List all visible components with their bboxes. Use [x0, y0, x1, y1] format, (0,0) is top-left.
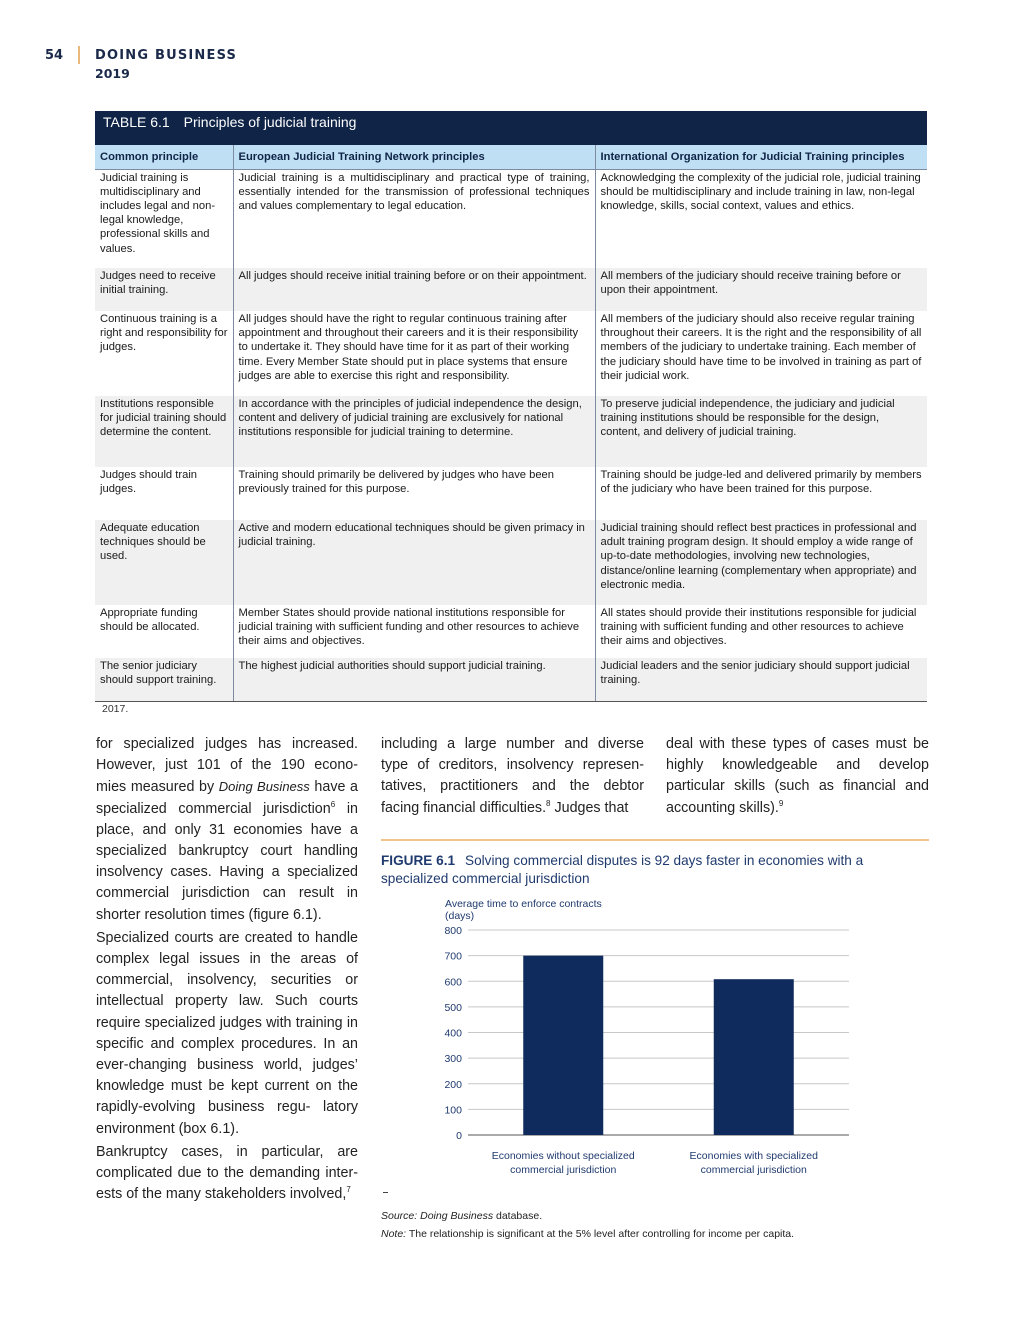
table-row: [95, 396, 927, 467]
x-category-label: Economies without specialized: [491, 1150, 635, 1162]
footnote-ref[interactable]: 6: [330, 799, 336, 809]
table-cell: Continuous training is a right and responsibility for judges.: [95, 311, 233, 396]
table-header-row: [95, 145, 927, 169]
figure-divider: [381, 839, 929, 841]
bar: [523, 956, 603, 1135]
figure-dash: [383, 1192, 388, 1193]
report-title: DOING BUSINESS: [95, 48, 238, 63]
y-tick-label: 700: [444, 950, 462, 963]
table-cell: Institutions responsible for judicial training should determine the content.: [95, 396, 233, 467]
x-category-label: commercial jurisdiction: [700, 1164, 807, 1176]
page-number: 54: [45, 48, 64, 63]
table-number: TABLE 6.1: [103, 114, 170, 130]
table-cell: All states should provide their institutions responsible for judicial training with sufficient funding and other resources to achieve their aims and objectives.: [600, 607, 917, 648]
table-cell: Appropriate funding should be allocated.: [95, 605, 233, 658]
table-6-1: [95, 111, 927, 715]
column-header-common: Common principle: [95, 145, 233, 169]
table-source: 2017.: [102, 702, 129, 715]
bar-chart: [381, 892, 861, 1188]
table-title-bar: [95, 111, 927, 145]
y-tick-label: 100: [444, 1104, 462, 1117]
y-tick-label: 0: [456, 1130, 462, 1142]
table-cell: Judicial training is multidisciplinary and includes legal and non-legal knowledge, professional skills and values.: [95, 169, 233, 268]
table-row: [95, 520, 927, 605]
body-column-1: [96, 734, 358, 1207]
table-cell: All members of the judiciary should receive training before or upon their appointment.: [595, 268, 927, 311]
y-tick-label: 500: [444, 1001, 462, 1014]
table-cell: Training should primarily be delivered by judges who have been previously trained for this purpose.: [233, 467, 595, 520]
table-row: [95, 311, 927, 396]
column-header-iojt: International Organization for Judicial Training principles: [595, 145, 927, 169]
x-category-label: Economies with specialized: [689, 1150, 818, 1162]
table-cell: Judicial training should reflect best practices in professional and adult training program design. It should employ a wide range of up-to-date methodologies, involving new technologies, distance/online learning (complementary when appropriate) and electronic media.: [595, 520, 927, 605]
bar: [714, 979, 794, 1135]
principles-table: [95, 145, 927, 702]
footnote-ref[interactable]: 8: [546, 798, 551, 808]
y-tick-label: 300: [444, 1053, 462, 1066]
body-paragraph: for specialized judges has increased. However, just 101 of the 190 econo- mies measured by Doing Business have a specialized commercial jurisdiction$^6$ in place, and only 31 economies have a specialized bankruptcy court handling insolvency cases. Having a specialized commercial jurisdiction can result in shorter resolution times (figure 6.1).: [96, 736, 359, 923]
table-cell: Judicial training is a multidisciplinary and practical type of training, essentially intended for the transmission of professional techniques and values complementary to legal education.: [233, 169, 595, 268]
figure-title: [381, 852, 929, 888]
table-row: [95, 658, 927, 701]
table-row: [95, 605, 927, 658]
table-cell: Adequate education techniques should be used.: [95, 520, 233, 605]
table-title: Principles of judicial training: [183, 114, 357, 130]
table-cell: Judges need to receive initial training.: [95, 268, 233, 311]
table-cell: In accordance with the principles of judicial independence the design, content and delivery of judicial training are exclusively for national institutions responsible for judicial training to determine.: [233, 396, 595, 467]
table-cell: The highest judicial authorities should support judicial training.: [233, 658, 595, 701]
table-row: [95, 467, 927, 520]
table-row: [95, 268, 927, 311]
table-cell: The senior judiciary should support training.: [95, 658, 233, 701]
table-cell: Active and modern educational techniques should be given primacy in judicial training.: [233, 520, 595, 605]
figure-note: Note: The relationship is significant at the 5% level after controlling for income per capita.: [381, 1228, 795, 1240]
column-header-ejtn: European Judicial Training Network principles: [233, 145, 595, 169]
report-year: 2019: [95, 66, 130, 81]
figure-label: FIGURE 6.1: [381, 853, 456, 868]
y-tick-label: 800: [444, 925, 462, 937]
table-cell: Training should be judge-led and delivered primarily by members of the judiciary who have been trained for this purpose.: [600, 469, 922, 496]
body-paragraph: Bankruptcy cases, in particular, are complicated due to the demanding inter- ests of the many stakeholders involved,$^7$: [96, 1143, 358, 1203]
table-cell: Judicial leaders and the senior judiciary should support judicial training.: [595, 658, 927, 701]
y-axis-label: Average time to enforce contracts: [445, 898, 602, 910]
y-tick-label: 200: [444, 1078, 462, 1091]
y-tick-label: 600: [444, 976, 462, 989]
table-row: [95, 169, 927, 268]
table-cell: To preserve judicial independence, the judiciary and judicial training institutions should be responsible for the design, content, and delivery of judicial training.: [595, 396, 927, 467]
body-column-3: deal with these types of cases must be highly knowledgeable and develop particular skills (such as financial and accounting skills).$^9$: [666, 736, 929, 816]
figure-source: Source: Doing Business database.: [381, 1210, 543, 1222]
table-cell: Judges should train judges.: [95, 467, 233, 520]
table-cell: All judges should have the right to regular continuous training after appointment and throughout their careers and it is their responsibility to undertake it. They should have time for it as part of their working time. Every Member State should put in place systems that ensure judges are able to exercise this right and responsibility.: [233, 311, 595, 396]
y-axis-label: (days): [445, 910, 475, 922]
table-cell: All members of the judiciary should also receive regular training throughout their careers. It is the right and the responsibility of all members of the judiciary to undertake training. Each member of the judiciary should have time to be involved in training as part of their judicial work.: [600, 313, 922, 382]
body-paragraph: Specialized courts are created to handle complex legal issues in the areas of commercial, insolvency, securities or intellectual property law. Such courts require specialized judges with training in specific and complex procedures. In an ever-changing business world, judges’ knowledge must be kept current on the rapidly-evolving business regu- latory environment (box 6.1).: [96, 929, 358, 1137]
y-tick-label: 400: [444, 1027, 462, 1040]
header-divider: [78, 46, 80, 64]
footnote-ref[interactable]: 9: [778, 798, 784, 808]
footnote-ref[interactable]: 7: [346, 1185, 351, 1195]
table-cell: Acknowledging the complexity of the judicial role, judicial training should be multidisciplinary and include training in law, non-legal knowledge, skills, social context, values and ethics.: [600, 171, 921, 212]
figure-title-text: Solving commercial disputes is 92 days faster in economies with a specialized commercial jurisdiction: [381, 853, 864, 886]
body-column-2: including a large number and diverse type of creditors, insolvency represen- tatives, practitioners and the debtor facing financial difficulties.$^8$ Judges that: [381, 736, 644, 816]
table-cell: Member States should provide national institutions responsible for judicial training with sufficient funding and other resources to achieve their aims and objectives.: [233, 605, 595, 658]
table-cell: All judges should receive initial training before or on their appointment.: [233, 268, 595, 311]
x-category-label: commercial jurisdiction: [510, 1164, 617, 1176]
